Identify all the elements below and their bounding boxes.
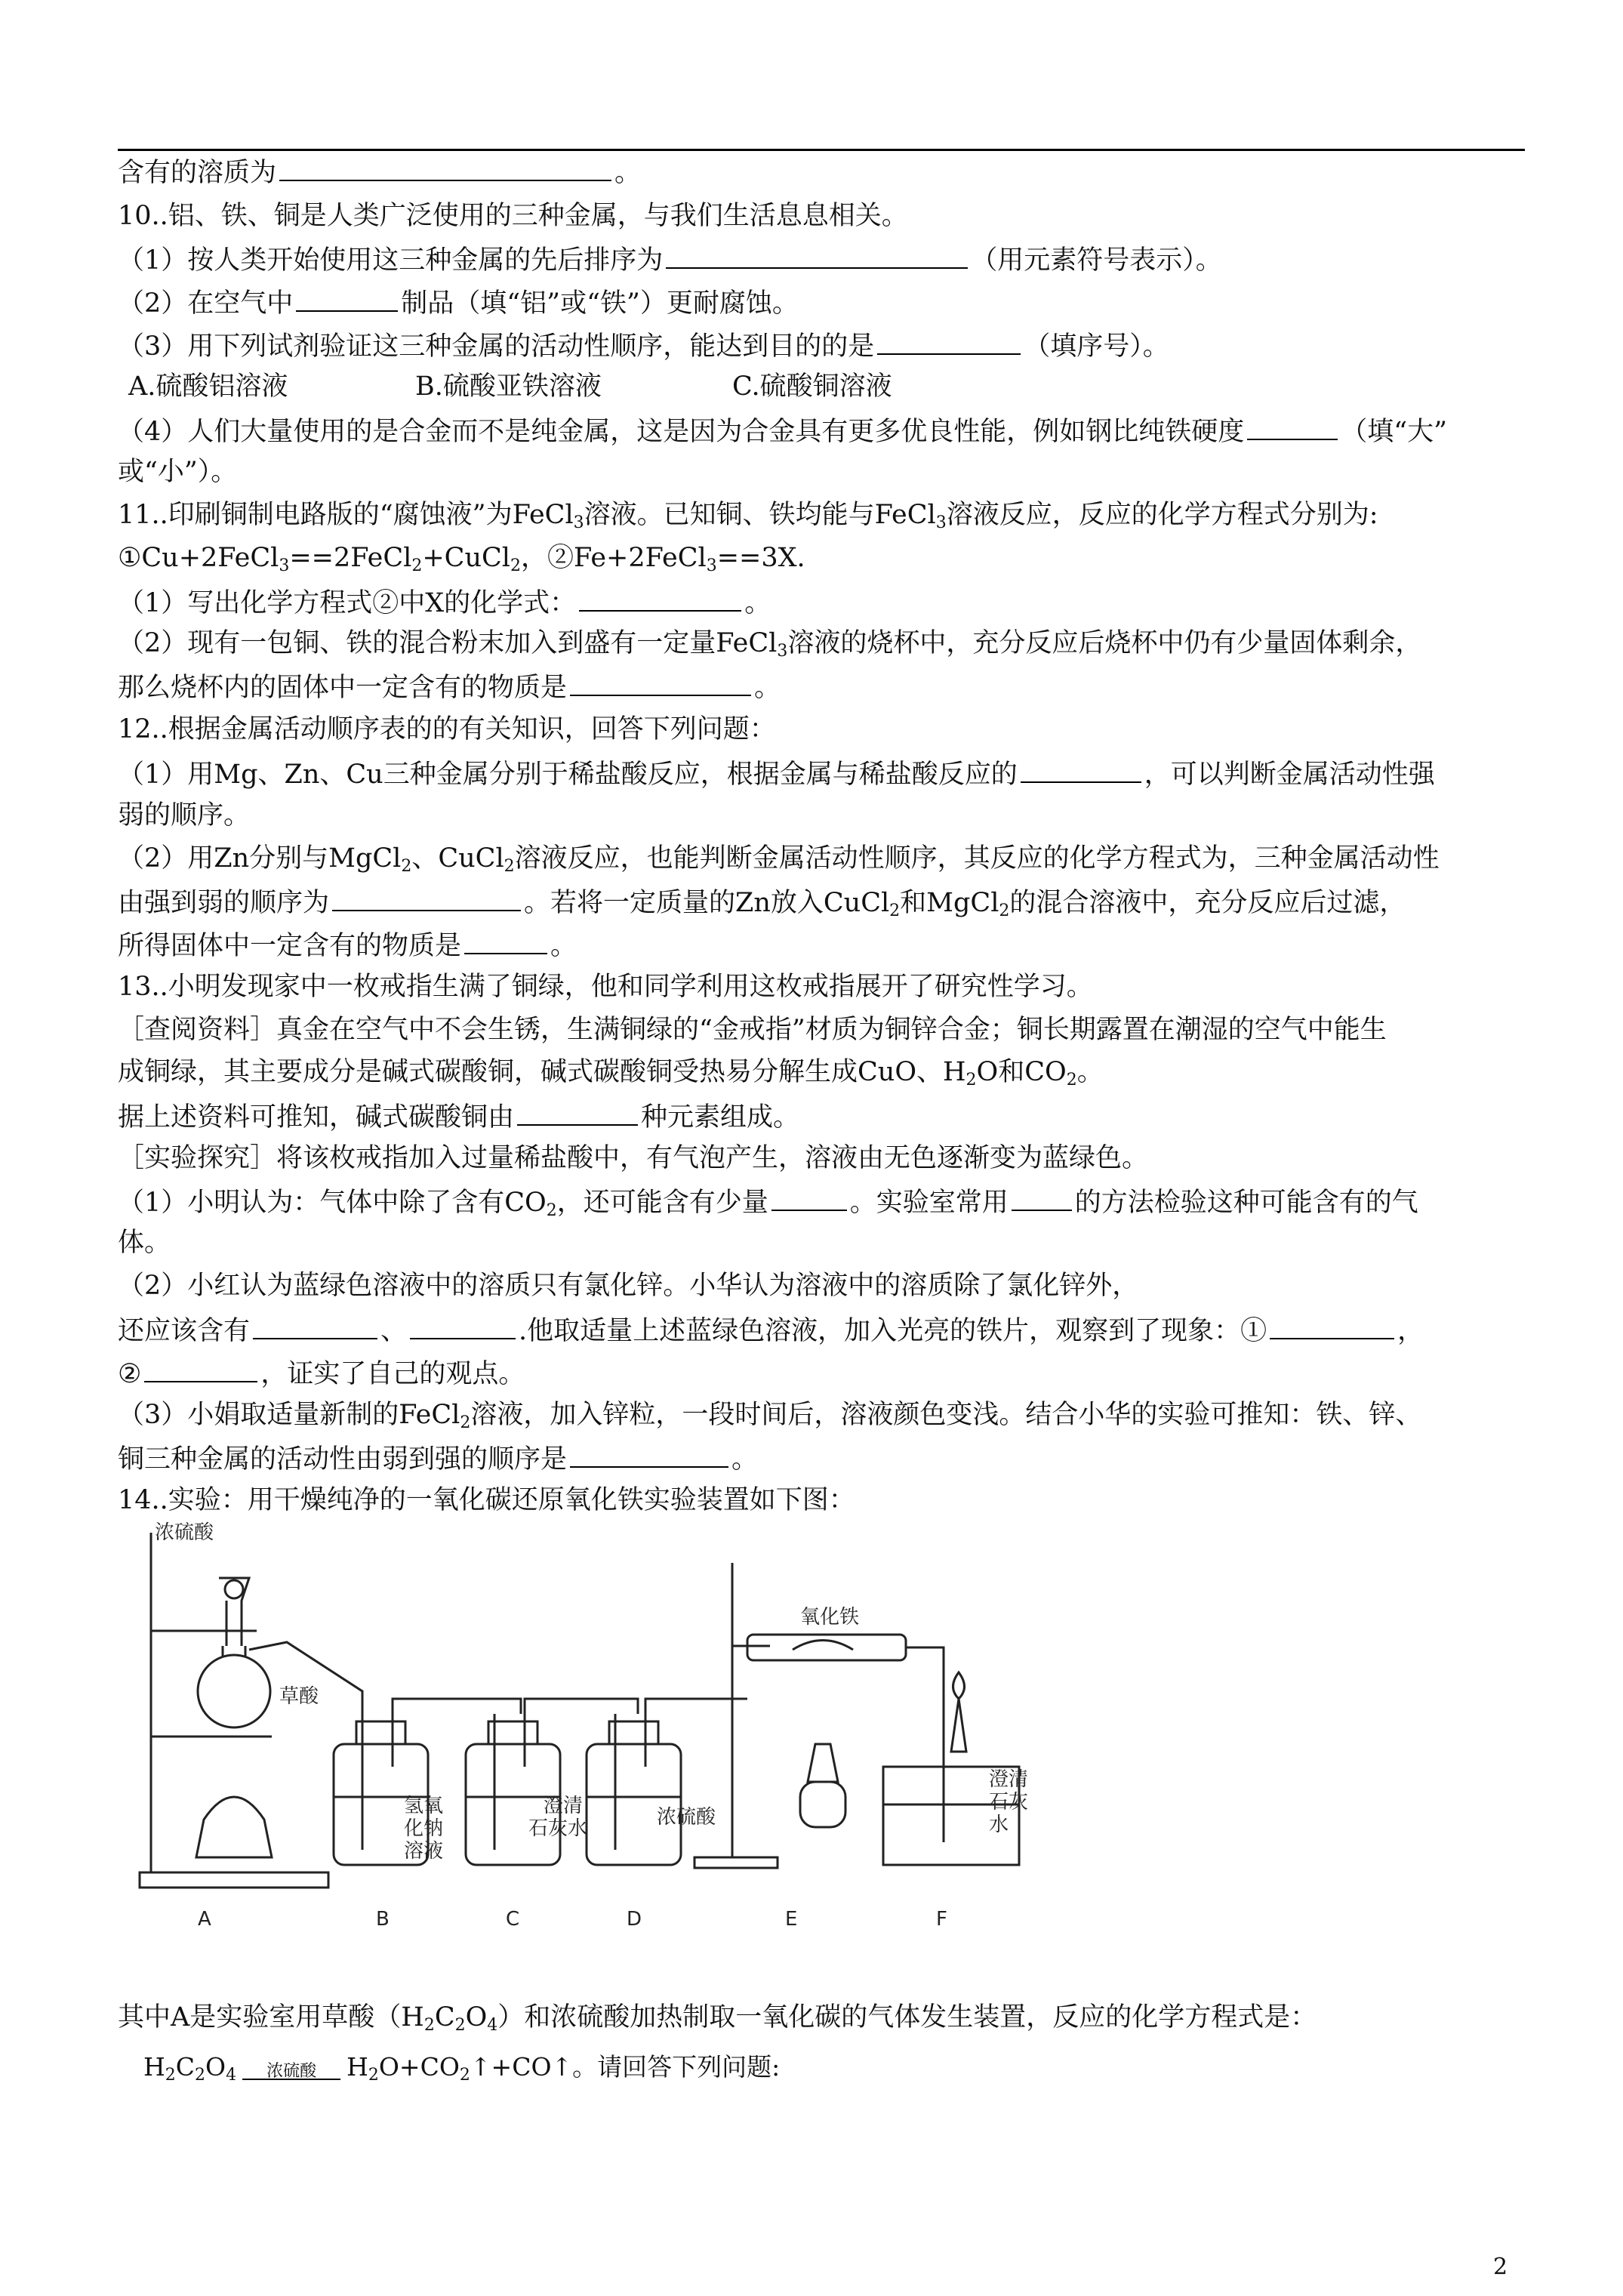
q11-sub2-cont: 那么烧杯内的固体中一定含有的物质是 。	[118, 669, 781, 704]
burner-e	[808, 1744, 838, 1782]
q10-title: 10..铝、铁、铜是人类广泛使用的三种金属，与我们生活息息相关。	[118, 201, 908, 231]
alcohol-lamp	[196, 1797, 272, 1857]
label-naoh-1: 氢氧	[404, 1795, 444, 1817]
label-lime-4: 石灰	[989, 1791, 1029, 1814]
answer-blank[interactable]	[1021, 756, 1141, 783]
q13-research1: ［查阅资料］真金在空气中不会生锈，生满铜绿的“金戒指”材质为铜锌合金；铜长期露置在潮湿的空气中能生	[118, 1015, 1387, 1045]
answer-blank[interactable]	[464, 927, 547, 954]
answer-blank[interactable]	[279, 154, 611, 181]
q13-sub3: （3）小娟取适量新制的FeCl$_2$溶液，加入锌粒，一段时间后，溶液颜色变浅。结合小华的实验可推知：铁、锌、	[118, 1400, 1422, 1432]
q13-sub2-cont: 还应该含有 、 .他取适量上述蓝绿色溶液，加入光亮的铁片，观察到了现象：① ，	[118, 1312, 1424, 1348]
q12-sub2-cont: 由强到弱的顺序为 。若将一定质量的Zn放入CuCl$_2$和MgCl$_2$的混合溶液中，充分反应后过滤，	[118, 884, 1406, 928]
answer-blank[interactable]	[144, 1355, 257, 1382]
q13-sub2-cont2: ② ，证实了自己的观点。	[118, 1355, 525, 1391]
answer-blank[interactable]	[570, 1441, 728, 1468]
combustion-tube	[747, 1635, 906, 1660]
tube-cd	[525, 1699, 638, 1714]
answer-blank[interactable]	[579, 584, 741, 612]
q14-description: 其中A是实验室用草酸$(H_2C_2O_4)$和浓硫酸加热制取一氧化碳的气体发生装置，反应的化学方程式是：	[118, 2002, 1317, 2035]
answer-blank[interactable]	[517, 1099, 638, 1126]
label-c: C	[506, 1908, 520, 1931]
label-naoh-2: 化钠	[404, 1817, 444, 1840]
q13-sub1-cont: 体。	[118, 1228, 171, 1258]
q12-sub2: （2）用Zn分别与MgCl$_2$、CuCl$_2$溶液反应，也能判断金属活动性顺序，其反应的化学方程式为，三种金属活动性	[118, 843, 1440, 876]
label-d: D	[627, 1908, 642, 1931]
q13-sub2: （2）小红认为蓝绿色溶液中的溶质只有氯化锌。小华认为溶液中的溶质除了氯化锌外，	[118, 1271, 1139, 1301]
label-a: A	[198, 1908, 211, 1931]
option-c: C.硫酸铜溶液	[732, 371, 892, 402]
apparatus-figure	[136, 1518, 1117, 1940]
q10-sub3: （3）用下列试剂验证这三种金属的活动性顺序，能达到目的的是 （填序号）。	[118, 328, 1169, 363]
stand-base	[140, 1872, 328, 1888]
q10-sub4-cont: 或“小”）。	[118, 457, 238, 487]
q11-sub1: （1）写出化学方程式②中X的化学式： 。	[118, 584, 771, 620]
label-conc-acid: 浓硫酸	[155, 1521, 214, 1544]
line-continuation: 含有的溶质为 。	[118, 154, 641, 190]
q12-title: 12..根据金属活动顺序表的的有关知识，回答下列问题：	[118, 714, 776, 744]
bottle-b-stopper	[356, 1721, 405, 1744]
burner-f	[951, 1699, 966, 1752]
tube-bc	[393, 1699, 521, 1714]
label-f: F	[936, 1908, 947, 1931]
q13-explore: ［实验探究］将该枚戒指加入过量稀盐酸中，有气泡产生，溶液由无色逐渐变为蓝绿色。	[118, 1143, 1149, 1173]
answer-blank[interactable]	[1247, 413, 1338, 440]
flame-icon	[953, 1672, 965, 1699]
option-b: B.硫酸亚铁溶液	[415, 371, 602, 402]
q13-research3: 据上述资料可推知，碱式碳酸铜由 种元素组成。	[118, 1099, 799, 1134]
answer-blank[interactable]	[1012, 1184, 1072, 1211]
label-naoh-3: 溶液	[404, 1840, 444, 1863]
q11-equations: ①Cu+2FeCl$_3$==2FeCl$_2$+CuCl$_2$，②Fe+2FeCl$_3$==3X.	[118, 543, 805, 575]
answer-blank[interactable]	[877, 328, 1021, 355]
tube-ef	[906, 1647, 944, 1842]
label-lime-2: 石灰水	[528, 1817, 588, 1840]
q11-sub2: （2）现有一包铜、铁的混合粉末加入到盛有一定量FeCl$_3$溶液的烧杯中，充分反应后烧杯中仍有少量固体剩余，	[118, 628, 1422, 661]
label-lime-1: 澄清	[544, 1795, 584, 1817]
funnel-stopcock	[225, 1580, 243, 1598]
label-b: B	[376, 1908, 390, 1931]
dropping-funnel	[219, 1578, 249, 1646]
label-e: E	[785, 1908, 798, 1931]
label-oxalic: 草酸	[279, 1685, 319, 1708]
q13-sub3-cont: 铜三种金属的活动性由弱到强的顺序是 。	[118, 1441, 758, 1476]
q13-title: 13..小明发现家中一枚戒指生满了铜绿，他和同学利用这枚戒指展开了研究性学习。	[118, 972, 1093, 1002]
q13-research2: 成铜绿，其主要成分是碱式碳酸铜，碱式碳酸铜受热易分解生成CuO、$H_2O$和$CO_2$。	[118, 1057, 1104, 1089]
q11-title: 11..印刷铜制电路版的“腐蚀液”为FeCl$_3$溶液。已知铜、铁均能与FeCl$_3$溶液反应，反应的化学方程式分别为:	[118, 500, 1378, 532]
q10-sub2: （2）在空气中 制品（填“铝”或“铁”）更耐腐蚀。	[118, 285, 799, 320]
reaction-condition: 浓硫酸	[242, 2058, 340, 2080]
q10-sub4: （4）人们大量使用的是合金而不是纯金属，这是因为合金具有更多优良性能，例如钢比纯铁硬度 （填“大”	[118, 413, 1447, 448]
answer-blank[interactable]	[253, 1312, 377, 1339]
q14-equation: $H_2C_2O_4$ 浓硫酸 $H_2O+CO_2↑+CO↑$。请回答下列问题:	[143, 2052, 781, 2085]
top-rule	[118, 149, 1525, 151]
answer-blank[interactable]	[296, 285, 398, 312]
answer-blank[interactable]	[666, 242, 968, 269]
answer-blank[interactable]	[1270, 1312, 1394, 1339]
answer-blank[interactable]	[410, 1312, 516, 1339]
q10-sub1: （1）按人类开始使用这三种金属的先后排序为 （用元素符号表示）。	[118, 242, 1222, 277]
q10-options	[128, 370, 892, 403]
round-flask	[198, 1655, 270, 1727]
q12-sub1-cont: 弱的顺序。	[118, 800, 251, 831]
answer-blank[interactable]	[771, 1184, 847, 1211]
answer-blank[interactable]	[332, 884, 521, 911]
q12-sub1: （1）用Mg、Zn、Cu三种金属分别于稀盐酸反应，根据金属与稀盐酸反应的 ，可以判断金属活动性强	[118, 756, 1435, 791]
page-number: 2	[1493, 2254, 1508, 2280]
label-fe2o3: 氧化铁	[800, 1606, 860, 1629]
q12-sub2-cont2: 所得固体中一定含有的物质是 。	[118, 927, 577, 963]
bottle-d	[587, 1744, 681, 1865]
label-conc-acid-2: 浓硫酸	[657, 1806, 716, 1829]
q14-title: 14..实验：用干燥纯净的一氧化碳还原氧化铁实验装置如下图：	[118, 1485, 855, 1515]
q13-sub1: （1）小明认为：气体中除了含有$CO_2$，还可能含有少量 。实验室常用 的方法检验这种可能含有的气	[118, 1184, 1418, 1228]
answer-blank[interactable]	[570, 669, 751, 696]
option-a: A.硫酸铝溶液	[128, 371, 288, 402]
label-lime-3: 澄清	[989, 1768, 1029, 1791]
label-lime-5: 水	[989, 1814, 1009, 1836]
iron-oxide-powder	[793, 1641, 853, 1650]
